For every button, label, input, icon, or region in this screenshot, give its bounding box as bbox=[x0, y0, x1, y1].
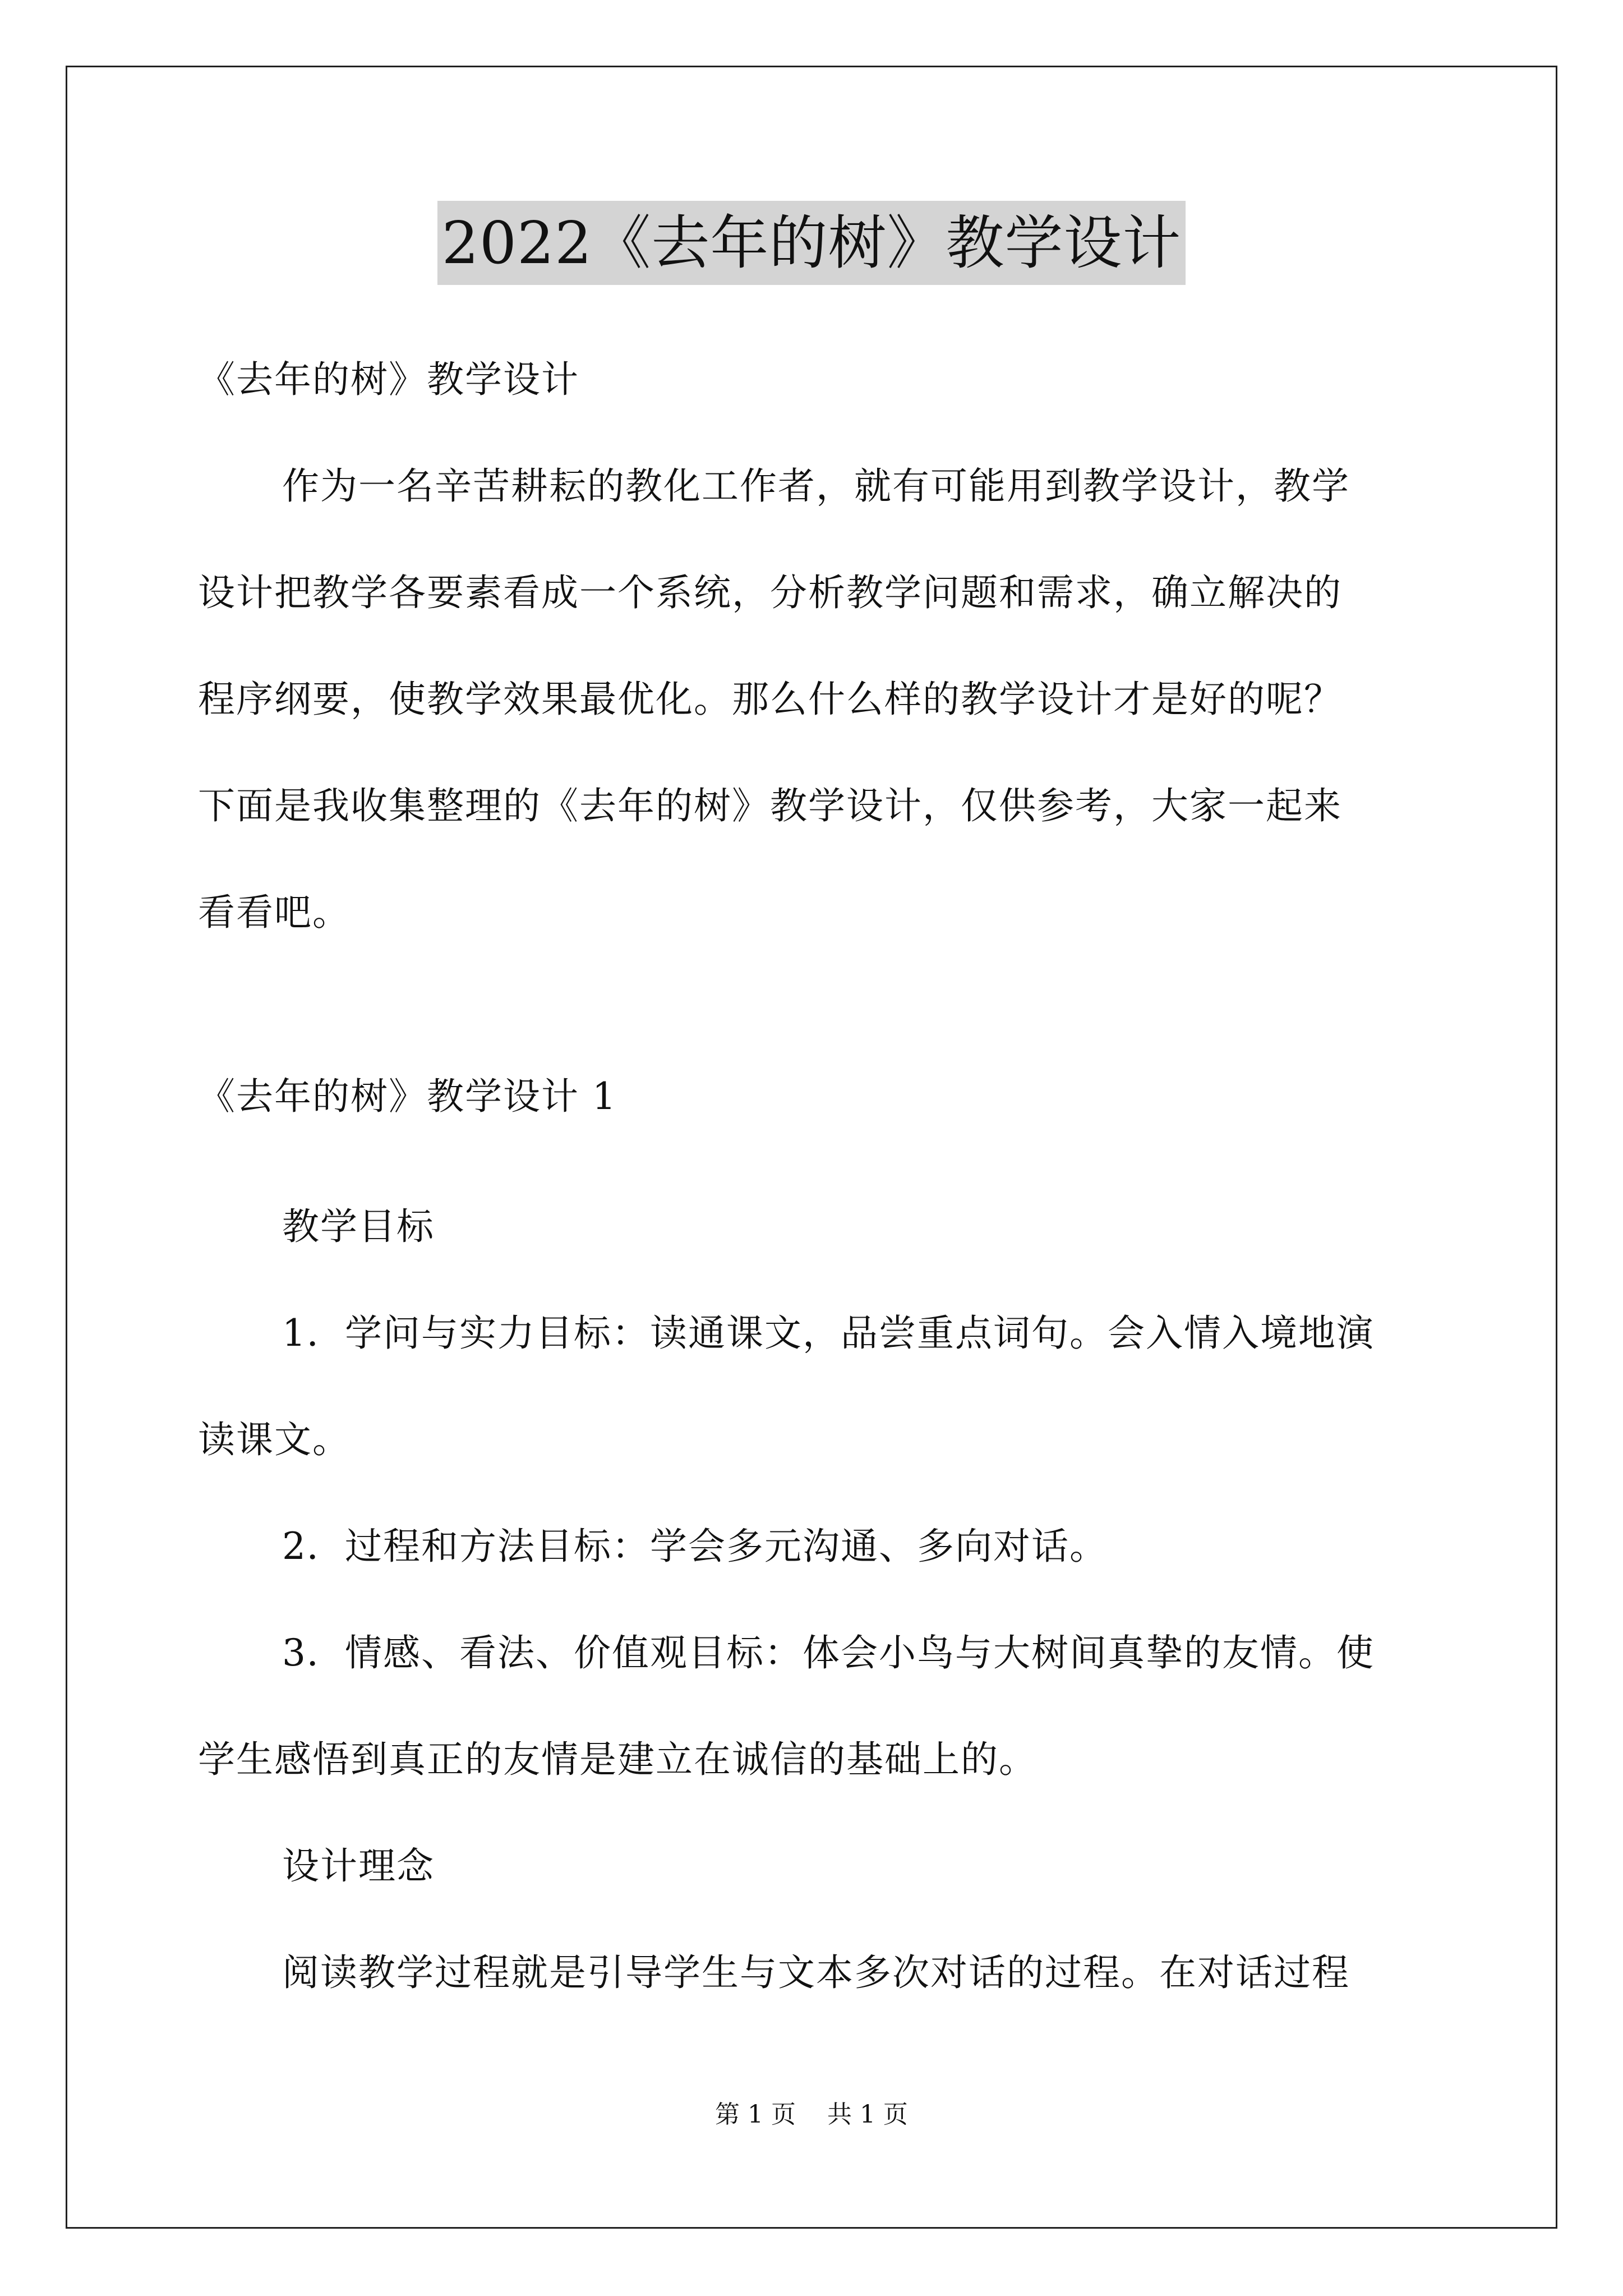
section-heading: 《去年的树》教学设计 1 bbox=[198, 1075, 617, 1118]
document-title: 2022《去年的树》教学设计 bbox=[437, 201, 1186, 285]
intro-heading: 《去年的树》教学设计 bbox=[198, 358, 579, 401]
objective-line: 3．情感、看法、价值观目标：体会小鸟与大树间真挚的友情。使 bbox=[282, 1631, 1375, 1674]
intro-paragraph-line: 程序纲要，使教学效果最优化。那么什么样的教学设计才是好的呢？ bbox=[198, 678, 1342, 721]
objective-line: 2．过程和方法目标：学会多元沟通、多向对话。 bbox=[282, 1525, 1108, 1568]
title-container bbox=[0, 201, 1623, 285]
intro-paragraph-line: 设计把教学各要素看成一个系统，分析教学问题和需求，确立解决的 bbox=[198, 571, 1342, 614]
concept-paragraph-line: 阅读教学过程就是引导学生与文本多次对话的过程。在对话过程 bbox=[282, 1951, 1350, 1994]
intro-paragraph-line: 作为一名辛苦耕耘的教化工作者，就有可能用到教学设计，教学 bbox=[282, 464, 1350, 508]
intro-paragraph-line: 下面是我收集整理的《去年的树》教学设计，仅供参考，大家一起来 bbox=[198, 784, 1342, 827]
intro-paragraph-line: 看看吧。 bbox=[198, 891, 351, 934]
objective-line: 读课文。 bbox=[198, 1418, 351, 1461]
objective-line: 1．学问与实力目标：读通课文，品尝重点词句。会入情入境地演 bbox=[282, 1312, 1375, 1355]
subheading-objectives: 教学目标 bbox=[282, 1205, 435, 1248]
page-footer: 第 1 页 共 1 页 bbox=[715, 2100, 908, 2129]
objective-line: 学生感悟到真正的友情是建立在诚信的基础上的。 bbox=[198, 1738, 1037, 1781]
subheading-concept: 设计理念 bbox=[282, 1844, 435, 1888]
